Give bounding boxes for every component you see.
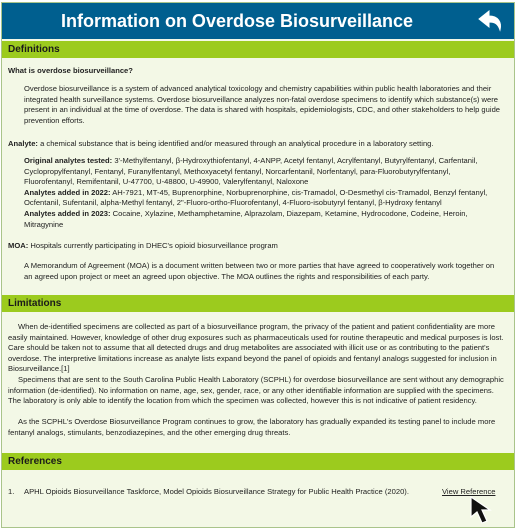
original-analytes-text: 3'-Methylfentanyl, β-Hydroxythiofentanyl, 4-ANPP, Acetyl fentanyl, Acrylfentanyl, Butyrylfentanyl, Carfentanil, Cyclopropylfentanyl, Fentanyl, Furanylfentanyl, Methoxyacetyl fentanyl, Norcarfentanil, Norfentanyl, para-Fluorobutyrylfentanyl, Fluorofentanyl, Remifentanil, U-47700, U-48800, U-49900, Valerylfentanyl, Naloxone <box>24 156 478 187</box>
moa-answer: A Memorandum of Agreement (MOA) is a document written between two or more parties that have agreed to cooperatively work together on an agreed upon project or meet an agreed upon objective. The MOA outlines the rights and responsibilities of each party. <box>24 261 495 281</box>
view-reference-link[interactable]: View Reference <box>442 487 496 496</box>
added-2022-label: Analytes added in 2022: <box>24 187 111 197</box>
moa-definition <box>8 241 508 252</box>
definition-question: What is overdose biosurveillance? <box>8 66 133 75</box>
added-2022-text: AH-7921, MT-45, Buprenorphine, Norbuprenorphine, cis-Tramadol, O-Desmethyl cis-Tramadol, Benzyl fentanyl, Ocfentanil, Sufentanil, alpha-Methyl fentanyl, 2"-Fluoro-ortho-Fluorofentanyl, 4-Fluoro-isobutyryl fentanyl, β-Hydroxy fentanyl <box>24 187 488 208</box>
analyte-lists <box>24 156 502 230</box>
analyte-text: a chemical substance that is being identified and/or measured through an analytical procedure in a laboratory setting. <box>37 139 434 148</box>
added-2023-text: Cocaine, Xylazine, Methamphetamine, Alprazolam, Diazepam, Ketamine, Hydrocodone, Codeine, Heroin, Mitragynine <box>24 208 468 229</box>
definition-answer: Overdose biosurveillance is a system of advanced analytical toxicology and chemistry capabilities within public health laboratories and their integrated health surveillance systems. Overdose biosurveillance analyzes non-fatal overdose specimens to identify which substance(s) were present in an individual at the time of overdose. The data is shared with hospitals, epidemiologists, CDC, and other stakeholders to help guide prevention efforts. <box>24 84 501 125</box>
limitations-paragraph-1: When de-identified specimens are collected as part of a biosurveillance program, the privacy of the patient and patient confidentiality are more easily maintained. However, knowledge of other drug exposures such as pharmaceuticals used for routine therapeutic and medical purposes is lost. Care should be taken not to assume that all detected drugs and drug metabolites are associated with illicit use or as contributing to the patient's overdose. The interpretive limitations increase as analyte lists expand beyond the panel of opioids and fentanyl analogs suggested for inclusion in Biosurveillance.[1] <box>8 322 504 374</box>
moa-text: Hospitals currently participating in DHEC's opioid biosurveillance program <box>28 241 278 250</box>
added-2023-label: Analytes added in 2023: <box>24 208 111 218</box>
mouse-pointer-icon <box>468 495 502 527</box>
limitations-heading: Limitations <box>2 295 514 312</box>
reference-text: APHL Opioids Biosurveillance Taskforce, Model Opioids Biosurveillance Strategy for Public Health Practice (2020). <box>24 487 409 496</box>
references-heading: References <box>2 453 514 470</box>
page-title: Information on Overdose Biosurveillance <box>60 11 414 31</box>
title-bar <box>2 3 514 39</box>
original-analytes-label: Original analytes tested: <box>24 156 113 165</box>
back-button[interactable] <box>476 8 506 34</box>
moa-label: MOA: <box>8 241 29 250</box>
limitations-paragraph-2: Specimens that are sent to the South Carolina Public Health Laboratory (SCPHL) for overdose biosurveillance are sent without any demographic information (de-identified). No information on name, age, sex, gender, race, or any other identifiable information are supplied with the specimens. The laboratory is only able to identify the location from which the specimen was collected, however this is not indicative of patient residency. <box>8 375 504 406</box>
info-page <box>1 2 515 528</box>
analyte-label: Analyte: <box>8 139 38 148</box>
limitations-paragraph-3: As the SCPHL's Overdose Biosurveillance Program continues to grow, the laboratory has gradually expanded its testing panel to include more fentanyl analogs, stimulants, benzodiazepines, and the other emerging drug threats. <box>8 417 496 437</box>
reference-number: 1. <box>8 487 15 496</box>
undo-arrow-icon <box>476 8 506 34</box>
analyte-definition <box>8 139 508 150</box>
definitions-heading: Definitions <box>2 41 514 58</box>
